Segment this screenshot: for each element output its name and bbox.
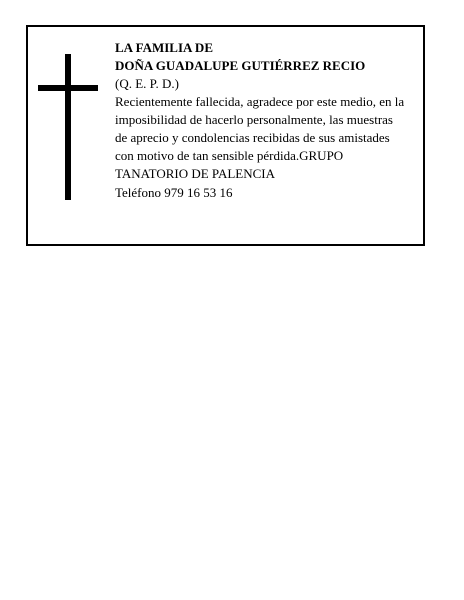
deceased-name: DOÑA GUADALUPE GUTIÉRREZ RECIO [115,58,366,73]
body-line-4: con motivo de tan sensible pérdida.GRUPO [115,148,344,163]
body-line-3: de aprecio y condolencias recibidas de sus amistades [115,130,390,145]
body-line-5: TANATORIO DE PALENCIA [115,166,276,181]
cross-horizontal-bar [38,85,98,91]
obituary-notice [26,25,425,246]
phone-number: Teléfono 979 16 53 16 [115,185,233,200]
family-heading: LA FAMILIA DE [115,40,213,55]
cross-vertical-bar [65,54,71,200]
body-line-2: imposibilidad de hacerlo personalmente, las muestras [115,112,393,127]
notice-text [115,39,421,202]
body-line-1: Recientemente fallecida, agradece por este medio, en la [115,94,405,109]
qepd-label: (Q. E. P. D.) [115,76,179,91]
cross-icon [38,54,98,200]
